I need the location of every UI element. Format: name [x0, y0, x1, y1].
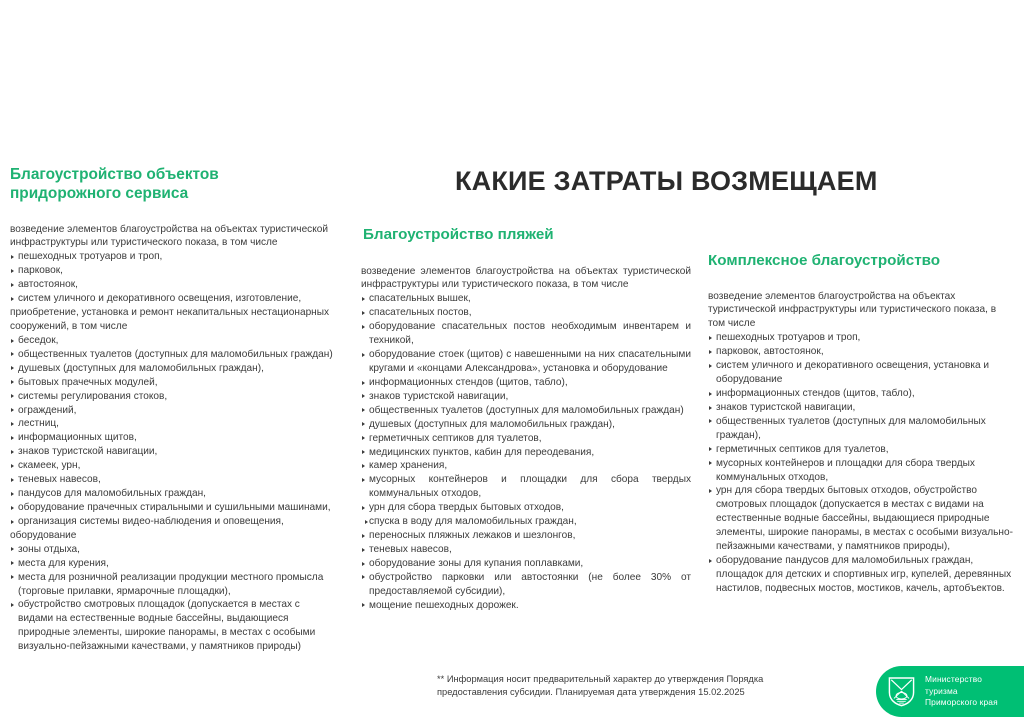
ministry-badge-line-2: туризма	[925, 685, 958, 696]
bullet-triangle-icon	[11, 450, 14, 454]
bullet-triangle-icon	[362, 506, 365, 510]
item-text: оборудование	[10, 529, 77, 541]
coat-of-arms-icon	[887, 676, 916, 707]
item-text: душевых (доступных для маломобильных граждан),	[18, 362, 264, 374]
bullet-triangle-icon	[362, 436, 365, 440]
column-body-complex-improvement	[708, 290, 1014, 596]
list-item	[708, 401, 1014, 415]
bullet-triangle-icon	[11, 255, 14, 259]
item-text: медицинских пунктов, кабин для переодевания,	[369, 446, 595, 458]
item-text: оборудование пандусов для маломобильных граждан, площадок для детских и спортивных игр, купелей, деревянных настилов, подвесных мостов, мостиков, качель, артобъектов.	[716, 555, 1012, 594]
item-text: пешеходных тротуаров и троп,	[716, 332, 861, 344]
bullet-triangle-icon	[11, 436, 14, 440]
bullet-triangle-icon	[362, 394, 365, 398]
item-text: зоны отдыха,	[18, 543, 80, 555]
bullet-triangle-icon	[11, 408, 14, 412]
ministry-badge	[876, 666, 1024, 717]
list-item	[361, 446, 691, 460]
list-item	[10, 598, 336, 654]
list-item	[361, 501, 691, 515]
bullet-triangle-icon	[11, 547, 14, 551]
item-text: обустройство парковки или автостоянки (не более 30% от предоставляемой субсидии),	[369, 571, 691, 597]
column-beaches	[361, 226, 691, 613]
bullet-triangle-icon	[11, 366, 14, 370]
list-item	[10, 417, 336, 431]
list-item	[10, 515, 336, 529]
item-text: пандусов для маломобильных граждан,	[18, 488, 206, 500]
list-item	[708, 387, 1014, 401]
item-text: мощение пешеходных дорожек.	[369, 599, 519, 611]
bullet-triangle-icon	[362, 297, 365, 301]
bullet-triangle-icon	[362, 575, 365, 579]
column-heading-complex-improvement: Комплексное благоустройство	[708, 252, 941, 269]
item-text: возведение элементов благоустройства на объектах туристической инфраструктуры или туристического показа, в том числе	[10, 223, 329, 249]
item-text: переносных пляжных лежаков и шезлонгов,	[369, 530, 576, 542]
bullet-triangle-icon	[362, 548, 365, 552]
item-text: теневых навесов,	[18, 474, 101, 486]
item-text: бытовых прачечных модулей,	[18, 376, 158, 388]
list-item	[361, 320, 691, 348]
bullet-triangle-icon	[709, 447, 712, 451]
bullet-triangle-icon	[362, 325, 365, 329]
paragraph	[10, 529, 336, 543]
list-item	[708, 457, 1014, 485]
bullet-triangle-icon	[11, 492, 14, 496]
item-text: ограждений,	[18, 404, 77, 416]
item-text: информационных стендов (щитов, табло),	[369, 376, 568, 388]
column-complex-improvement	[708, 252, 1014, 596]
list-item	[10, 278, 336, 292]
item-text: оборудование спасательных постов необходимым инвентарем и техникой,	[369, 321, 691, 347]
bullet-triangle-icon	[362, 478, 365, 482]
list-item	[361, 543, 691, 557]
footnote-line-1: ** Информация носит предварительный характер до утверждения Порядка	[437, 674, 764, 684]
list-item	[10, 501, 336, 515]
list-item	[10, 376, 336, 390]
paragraph	[10, 223, 336, 251]
column-body-roadside-service	[10, 223, 336, 655]
item-text: спуска в воду для маломобильных граждан,	[369, 516, 577, 528]
item-text: знаков туристской навигации,	[18, 446, 158, 458]
bullet-triangle-icon	[709, 392, 712, 396]
bullet-triangle-icon	[362, 381, 365, 385]
item-text: места для розничной реализации продукции местного промысла (торговые прилавки, ярмарочные площадки),	[18, 571, 324, 597]
list-item	[361, 599, 691, 613]
bullet-triangle-icon	[362, 464, 365, 468]
item-text: герметичных септиков для туалетов,	[369, 432, 542, 444]
list-item	[10, 543, 336, 557]
column-roadside-service	[10, 166, 336, 654]
list-item	[10, 404, 336, 418]
item-text: автостоянок,	[18, 279, 78, 291]
item-text: спасательных вышек,	[369, 293, 471, 305]
paragraph	[10, 306, 336, 334]
bullet-triangle-icon	[11, 283, 14, 287]
bullet-triangle-icon	[11, 269, 14, 273]
bullet-triangle-icon	[11, 478, 14, 482]
list-item	[361, 529, 691, 543]
item-text: мусорных контейнеров и площадки для сбора твердых коммунальных отходов,	[716, 457, 975, 483]
bullet-triangle-icon	[362, 408, 365, 412]
list-item	[10, 487, 336, 501]
bullet-triangle-icon	[709, 364, 712, 368]
ministry-badge-text	[925, 674, 998, 708]
item-text: оборудование зоны для купания поплавками,	[369, 557, 584, 569]
item-text: информационных щитов,	[18, 432, 137, 444]
list-item	[708, 415, 1014, 443]
bullet-triangle-icon	[11, 464, 14, 468]
list-item	[361, 306, 691, 320]
paragraph	[361, 265, 691, 293]
bullet-triangle-icon	[11, 603, 14, 607]
item-text: камер хранения,	[369, 460, 448, 472]
list-item	[361, 432, 691, 446]
bullet-triangle-icon	[362, 534, 365, 538]
item-text: лестниц,	[18, 418, 59, 430]
item-text: знаков туристской навигации,	[369, 390, 509, 402]
list-item	[708, 443, 1014, 457]
bullet-triangle-icon	[11, 394, 14, 398]
bullet-triangle-icon	[362, 562, 365, 566]
bullet-triangle-icon	[709, 419, 712, 423]
bullet-triangle-icon	[11, 380, 14, 384]
item-text: возведение элементов благоустройства на объектах туристической инфраструктуры или туристического показа, в том числе	[361, 265, 691, 291]
list-item	[10, 445, 336, 459]
item-text: теневых навесов,	[369, 543, 452, 555]
page-title: КАКИЕ ЗАТРАТЫ ВОЗМЕЩАЕМ	[455, 166, 878, 196]
list-item	[361, 376, 691, 390]
item-text: обустройство смотровых площадок (допускается в местах с видами на естественные водные бассейны, выдающиеся природные элементы, широкие панорамы, в местах с особыми визуально-пейзажными качествами, у памятников природы)	[18, 599, 316, 653]
item-text: урн для сбора твердых бытовых отходов,	[369, 502, 564, 514]
list-item	[361, 292, 691, 306]
list-item	[361, 571, 691, 599]
item-text: общественных туалетов (доступных для маломобильных граждан)	[18, 348, 333, 360]
bullet-triangle-icon	[709, 489, 712, 493]
list-item	[10, 431, 336, 445]
footnote-line-2: предоставления субсидии. Планируемая дата утверждения 15.02.2025	[437, 687, 745, 698]
list-item	[361, 459, 691, 473]
list-item	[10, 362, 336, 376]
bullet-triangle-icon	[362, 603, 365, 607]
bullet-triangle-icon	[709, 461, 712, 465]
item-text: возведение элементов благоустройства на объектах туристической инфраструктуры или туристического показа, в том числе	[708, 290, 997, 330]
item-text: систем уличного и декоративного освещения, изготовление,	[18, 293, 302, 305]
item-text: информационных стендов (щитов, табло),	[716, 388, 915, 399]
item-text: приобретение, установка и ремонт некапитальных нестационарных сооружений, в том числе	[10, 307, 330, 333]
item-text: мусорных контейнеров и площадки для сбора твердых коммунальных отходов,	[369, 474, 691, 500]
item-text: общественных туалетов (доступных для маломобильных граждан)	[369, 404, 684, 416]
item-text: систем уличного и декоративного освещения, установка и оборудование	[716, 360, 990, 386]
list-item	[10, 334, 336, 348]
ministry-badge-line-1: Министерство	[925, 674, 983, 685]
bullet-triangle-icon	[11, 352, 14, 356]
item-text: скамеек, урн,	[18, 460, 81, 472]
list-item	[361, 515, 691, 529]
list-item	[708, 554, 1014, 596]
item-text: системы регулирования стоков,	[18, 390, 168, 402]
list-item	[361, 404, 691, 418]
item-text: места для курения,	[18, 557, 109, 569]
item-text: пешеходных тротуаров и троп,	[18, 251, 163, 263]
list-item	[10, 473, 336, 487]
list-item	[708, 331, 1014, 345]
bullet-triangle-icon	[362, 353, 365, 357]
list-item	[361, 557, 691, 571]
bullet-triangle-icon	[11, 297, 14, 301]
list-item	[708, 359, 1014, 387]
bullet-triangle-icon	[11, 561, 14, 565]
list-item	[708, 484, 1014, 554]
list-item	[361, 390, 691, 404]
list-item	[708, 345, 1014, 359]
item-text: парковок, автостоянок,	[716, 346, 824, 358]
item-text: общественных туалетов (доступных для маломобильных граждан),	[716, 415, 986, 441]
bullet-triangle-icon	[11, 520, 14, 524]
item-text: душевых (доступных для маломобильных граждан),	[369, 418, 615, 430]
list-item	[361, 418, 691, 432]
bullet-triangle-icon	[709, 336, 712, 340]
list-item	[10, 292, 336, 306]
item-text: знаков туристской навигации,	[716, 401, 856, 413]
bullet-triangle-icon	[362, 311, 365, 315]
list-item	[10, 250, 336, 264]
bullet-triangle-icon	[362, 450, 365, 454]
list-item	[10, 264, 336, 278]
bullet-triangle-icon	[365, 520, 368, 524]
bullet-triangle-icon	[709, 406, 712, 410]
column-heading-beaches: Благоустройство пляжей	[363, 226, 554, 243]
list-item	[10, 557, 336, 571]
item-text: герметичных септиков для туалетов,	[716, 443, 889, 455]
bullet-triangle-icon	[11, 422, 14, 426]
item-text: оборудование стоек (щитов) с навешенными на них спасательными кругами и «концами Александрова», установка и оборудование	[369, 349, 691, 374]
bullet-triangle-icon	[709, 559, 712, 563]
footnote	[437, 673, 809, 700]
column-body-beaches	[361, 265, 691, 613]
bullet-triangle-icon	[11, 506, 14, 510]
column-heading-roadside-service: Благоустройство объектов придорожного сервиса	[10, 166, 219, 202]
item-text: организация системы видео-наблюдения и оповещения,	[18, 515, 284, 527]
item-text: урн для сбора твердых бытовых отходов, обустройство смотровых площадок (допускается в местах с видами на естественные водные бассейны, выдающиеся природные элементы, широкие панорамы, в местах с особыми визуально-пейзажными качествами, у памятников природы),	[716, 485, 1013, 553]
list-item	[361, 348, 691, 376]
list-item	[10, 571, 336, 599]
item-text: спасательных постов,	[369, 307, 472, 319]
item-text: парковок,	[18, 265, 63, 277]
bullet-triangle-icon	[362, 422, 365, 426]
bullet-triangle-icon	[709, 350, 712, 354]
item-text: беседок,	[18, 334, 59, 346]
list-item	[10, 348, 336, 362]
list-item	[10, 390, 336, 404]
list-item	[361, 473, 691, 501]
bullet-triangle-icon	[11, 339, 14, 343]
list-item	[10, 459, 336, 473]
item-text: оборудование прачечных стиральными и сушильными машинами,	[18, 502, 331, 513]
paragraph	[708, 290, 1014, 332]
bullet-triangle-icon	[11, 575, 14, 579]
ministry-badge-line-3: Приморского края	[925, 697, 998, 708]
